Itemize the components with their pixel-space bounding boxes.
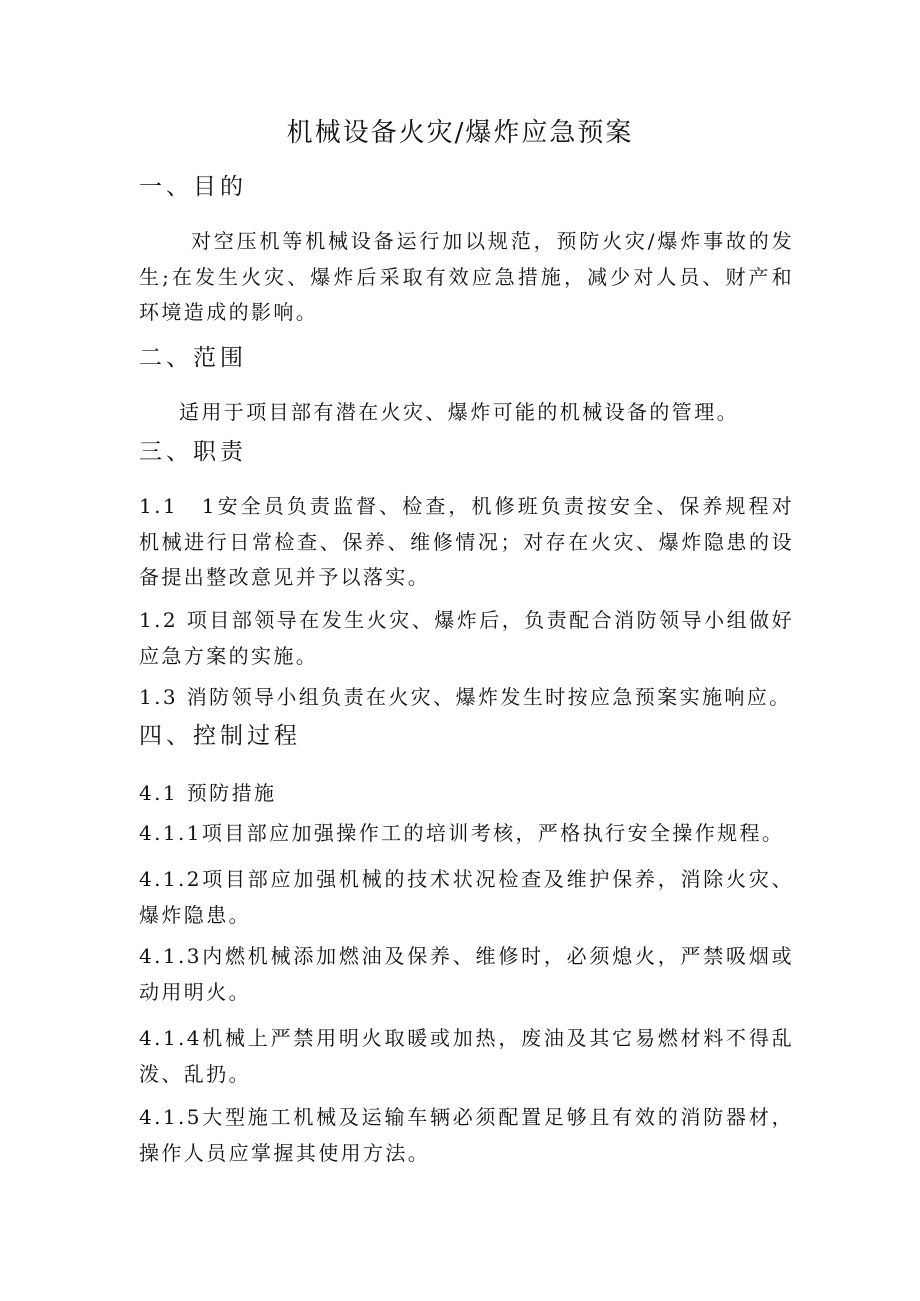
duty-item: 1.3 消防领导小组负责在火灾、爆炸发生时按应急预案实施响应。 xyxy=(139,685,792,709)
purpose-paragraph: 对空压机等机械设备运行加以规范，预防火灾/爆炸事故的发生;在发生火灾、爆炸后采取有效应急措施，减少对人员、财产和环境造成的影响。 xyxy=(139,229,794,324)
control-item: 4.1.1项目部应加强操作工的培训考核，严格执行安全操作规程。 xyxy=(139,821,785,845)
control-item: 4.1.5大型施工机械及运输车辆必须配置足够且有效的消防器材，操作人员应掌握其使用方法。 xyxy=(139,1105,794,1165)
control-subheading: 4.1 预防措施 xyxy=(139,781,277,805)
document-title: 机械设备火灾/爆炸应急预案 xyxy=(286,118,634,148)
duty-item: 1.2 项目部领导在发生火灾、爆炸后，负责配合消防领导小组做好应急方案的实施。 xyxy=(139,608,794,668)
section-heading-control: 四、控制过程 xyxy=(139,723,301,749)
control-item: 4.1.2项目部应加强机械的技术状况检查及维护保养，消除火灾、爆炸隐患。 xyxy=(139,867,794,927)
section-heading-duties: 三、职责 xyxy=(139,439,247,465)
control-item: 4.1.4机械上严禁用明火取暖或加热，废油及其它易燃材料不得乱泼、乱扔。 xyxy=(139,1026,794,1086)
control-item: 4.1.3内燃机械添加燃油及保养、维修时，必须熄火，严禁吸烟或动用明火。 xyxy=(139,944,794,1004)
duty-item: 1.1 1安全员负责监督、检查，机修班负责按安全、保养规程对机械进行日常检查、保养、维修情况；对存在火灾、爆炸隐患的设备提出整改意见并予以落实。 xyxy=(139,494,794,589)
scope-paragraph: 适用于项目部有潜在火灾、爆炸可能的机械设备的管理。 xyxy=(179,400,739,424)
section-heading-purpose: 一、目的 xyxy=(139,174,247,200)
section-heading-scope: 二、范围 xyxy=(139,345,247,371)
